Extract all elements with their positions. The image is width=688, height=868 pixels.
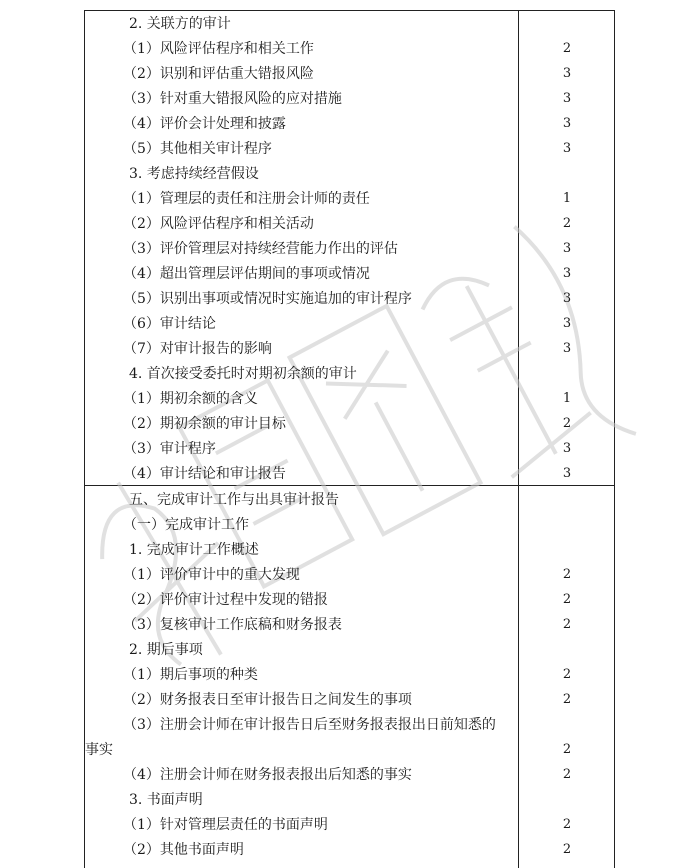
syllabus-row	[0, 14, 688, 39]
syllabus-row	[0, 740, 688, 765]
ability-level: 2	[562, 567, 572, 582]
ability-level: 3	[562, 291, 572, 306]
syllabus-item-text: （4）审计结论和审计报告	[123, 466, 286, 482]
syllabus-item-text: 五、完成审计工作与出具审计报告	[129, 492, 339, 508]
syllabus-row	[0, 264, 688, 289]
syllabus-item-text: （3）针对重大错报风险的应对措施	[123, 91, 342, 107]
ability-level: 2	[562, 692, 572, 707]
syllabus-row	[0, 590, 688, 615]
syllabus-item-text: 3. 书面声明	[129, 792, 203, 808]
ability-level: 3	[562, 66, 572, 81]
syllabus-row	[0, 490, 688, 515]
syllabus-item-text: 2. 期后事项	[129, 642, 203, 658]
ability-level: 3	[562, 316, 572, 331]
syllabus-row	[0, 840, 688, 865]
syllabus-item-text: 1. 完成审计工作概述	[129, 542, 259, 558]
syllabus-row	[0, 289, 688, 314]
syllabus-item-text: （4）评价会计处理和披露	[123, 116, 286, 132]
syllabus-item-text: （2）评价审计过程中发现的错报	[123, 592, 328, 608]
syllabus-row	[0, 214, 688, 239]
syllabus-item-text: （3）评价管理层对持续经营能力作出的评估	[123, 241, 398, 257]
syllabus-item-text: （7）对审计报告的影响	[123, 341, 272, 357]
ability-level: 2	[562, 817, 572, 832]
syllabus-row	[0, 615, 688, 640]
syllabus-item-text: （3）复核审计工作底稿和财务报表	[123, 617, 342, 633]
ability-level: 2	[562, 842, 572, 857]
syllabus-item-text: （1）针对管理层责任的书面声明	[123, 817, 328, 833]
ability-level: 3	[562, 466, 572, 481]
syllabus-item-text: （1）评价审计中的重大发现	[123, 567, 300, 583]
syllabus-row	[0, 540, 688, 565]
syllabus-row	[0, 790, 688, 815]
ability-level: 1	[562, 191, 572, 206]
ability-level: 2	[562, 667, 572, 682]
syllabus-item-text: （1）风险评估程序和相关工作	[123, 41, 314, 57]
syllabus-item-text: （3）注册会计师在审计报告日后至财务报表报出日前知悉的	[123, 717, 496, 733]
syllabus-item-text: （2）期初余额的审计目标	[123, 416, 286, 432]
syllabus-item-text: （6）审计结论	[123, 316, 216, 332]
ability-level: 3	[562, 91, 572, 106]
syllabus-item-text: 事实	[85, 742, 113, 758]
syllabus-row	[0, 765, 688, 790]
syllabus-row	[0, 640, 688, 665]
syllabus-item-text: （5）识别出事项或情况时实施追加的审计程序	[123, 291, 412, 307]
ability-level: 3	[562, 241, 572, 256]
syllabus-item-text: （一）完成审计工作	[123, 517, 249, 533]
syllabus-row	[0, 39, 688, 64]
syllabus-row	[0, 364, 688, 389]
syllabus-row	[0, 439, 688, 464]
syllabus-row	[0, 515, 688, 540]
syllabus-row	[0, 339, 688, 364]
ability-level: 2	[562, 416, 572, 431]
ability-level: 3	[562, 441, 572, 456]
syllabus-item-text: （2）财务报表日至审计报告日之间发生的事项	[123, 692, 412, 708]
syllabus-row	[0, 164, 688, 189]
syllabus-item-text: （4）注册会计师在财务报表报出后知悉的事实	[123, 767, 412, 783]
syllabus-row	[0, 414, 688, 439]
syllabus-item-text: （1）管理层的责任和注册会计师的责任	[123, 191, 370, 207]
syllabus-item-text: 3. 考虑持续经营假设	[129, 166, 259, 182]
syllabus-row	[0, 565, 688, 590]
syllabus-item-text: （2）风险评估程序和相关活动	[123, 216, 314, 232]
syllabus-row	[0, 715, 688, 740]
syllabus-item-text: （3）审计程序	[123, 441, 216, 457]
syllabus-row	[0, 139, 688, 164]
ability-level: 2	[562, 767, 572, 782]
ability-level: 2	[562, 742, 572, 757]
ability-level: 2	[562, 617, 572, 632]
ability-level: 3	[562, 266, 572, 281]
syllabus-row	[0, 89, 688, 114]
ability-level: 2	[562, 41, 572, 56]
syllabus-row	[0, 464, 688, 489]
syllabus-item-text: 4. 首次接受委托时对期初余额的审计	[129, 366, 357, 382]
table-top-border	[84, 10, 615, 11]
syllabus-row	[0, 114, 688, 139]
syllabus-item-text: （2）识别和评估重大错报风险	[123, 66, 314, 82]
syllabus-item-text: （5）其他相关审计程序	[123, 141, 272, 157]
syllabus-item-text: （1）期初余额的含义	[123, 391, 258, 407]
ability-level: 2	[562, 592, 572, 607]
syllabus-item-text: 2. 关联方的审计	[129, 16, 231, 32]
syllabus-row	[0, 389, 688, 414]
syllabus-row	[0, 314, 688, 339]
syllabus-item-text: （1）期后事项的种类	[123, 667, 258, 683]
ability-level: 3	[562, 141, 572, 156]
syllabus-row	[0, 665, 688, 690]
syllabus-row	[0, 64, 688, 89]
syllabus-row	[0, 690, 688, 715]
syllabus-row	[0, 815, 688, 840]
syllabus-item-text: （2）其他书面声明	[123, 842, 244, 858]
syllabus-item-text: （4）超出管理层评估期间的事项或情况	[123, 266, 370, 282]
ability-level: 3	[562, 341, 572, 356]
ability-level: 2	[562, 216, 572, 231]
ability-level: 3	[562, 116, 572, 131]
syllabus-row	[0, 189, 688, 214]
syllabus-row	[0, 239, 688, 264]
ability-level: 1	[562, 391, 572, 406]
